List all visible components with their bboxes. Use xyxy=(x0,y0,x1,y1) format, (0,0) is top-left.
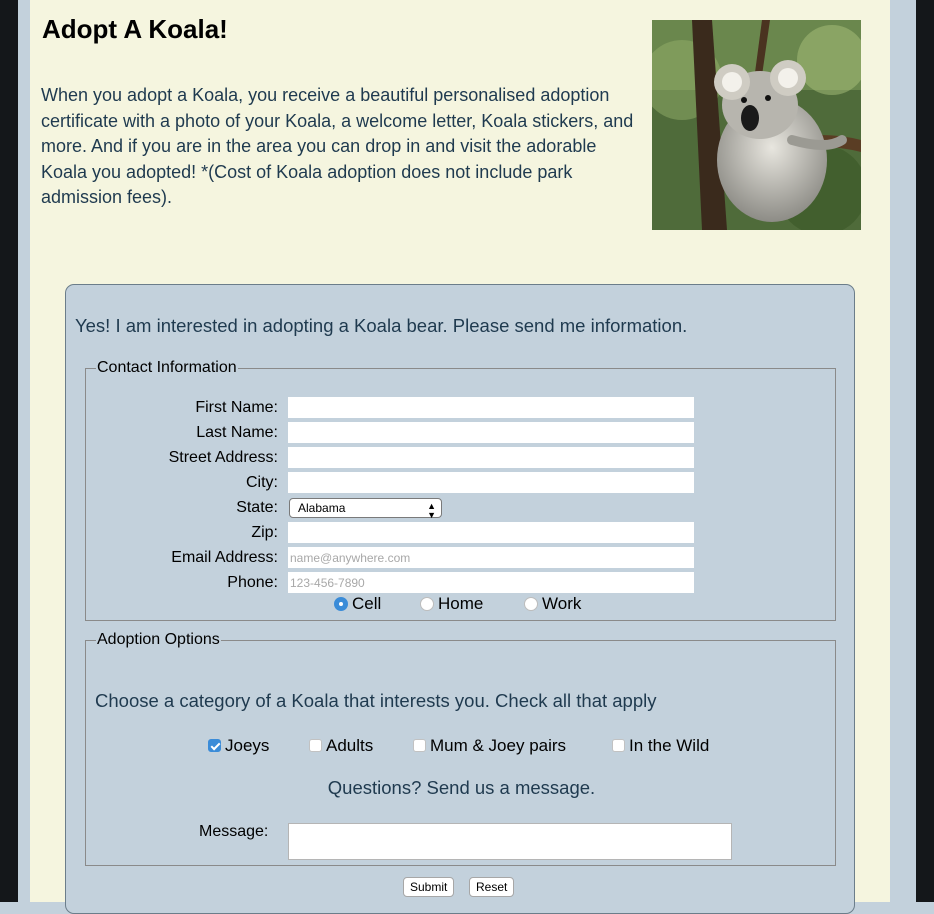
page-title: Adopt A Koala! xyxy=(42,14,228,44)
category-mum-joey-pairs-label: Mum & Joey pairs xyxy=(430,735,567,755)
email-label: Email Address: xyxy=(171,549,278,566)
koala-photo xyxy=(652,20,861,230)
last-name-input[interactable] xyxy=(288,422,694,443)
updown-arrows-icon: ▲ ▼ xyxy=(427,501,436,520)
phone-type-home-radio[interactable] xyxy=(420,597,434,611)
state-row xyxy=(86,497,786,519)
phone-row xyxy=(86,572,786,594)
category-in-the-wild-checkbox[interactable] xyxy=(612,739,625,752)
category-adults-checkbox[interactable] xyxy=(309,739,322,752)
phone-type-cell-label: Cell xyxy=(352,593,382,613)
zip-label: Zip: xyxy=(251,524,278,541)
intro-paragraph: When you adopt a Koala, you receive a beautiful personalised adoption certificate with a photo of your Koala, a welcome letter, Koala stickers, and more. And if you are in the area you can drop in and visit the adorable Koala you adopted! *(Cost of Koala adoption does not include park admission fees). xyxy=(41,85,634,207)
contact-information-fieldset xyxy=(85,359,836,621)
submit-button[interactable]: Submit xyxy=(403,877,454,897)
form-lead-text: Yes! I am interested in adopting a Koala bear. Please send me information. xyxy=(75,315,688,336)
contact-information-legend: Contact Information xyxy=(97,359,237,376)
category-in-the-wild[interactable] xyxy=(612,735,709,756)
street-address-input[interactable] xyxy=(288,447,694,468)
state-label: State: xyxy=(236,499,278,516)
last-name-row xyxy=(86,422,786,444)
phone-type-work[interactable] xyxy=(524,593,581,614)
phone-type-work-label: Work xyxy=(542,593,582,613)
phone-type-cell-radio[interactable] xyxy=(334,597,348,611)
category-adults[interactable] xyxy=(309,735,373,756)
zip-input[interactable] xyxy=(288,522,694,543)
right-window-edge xyxy=(916,0,934,902)
last-name-label: Last Name: xyxy=(196,424,278,441)
questions-text: Questions? Send us a message. xyxy=(327,777,596,798)
category-joeys-label: Joeys xyxy=(225,735,270,755)
phone-input[interactable] xyxy=(288,572,694,593)
first-name-input[interactable] xyxy=(288,397,694,418)
phone-label: Phone: xyxy=(227,574,278,591)
first-name-label: First Name: xyxy=(195,399,278,416)
adoption-form xyxy=(65,284,855,914)
message-textarea[interactable] xyxy=(288,823,732,860)
category-adults-label: Adults xyxy=(326,735,374,755)
email-input[interactable] xyxy=(288,547,694,568)
category-mum-joey-pairs[interactable] xyxy=(413,735,566,756)
left-window-edge xyxy=(0,0,18,902)
email-row xyxy=(86,547,786,569)
street-address-label: Street Address: xyxy=(168,449,278,466)
state-select[interactable] xyxy=(289,498,442,518)
phone-type-home[interactable] xyxy=(420,593,483,614)
message-label: Message: xyxy=(199,823,269,840)
category-joeys[interactable] xyxy=(208,735,269,756)
koala-illustration xyxy=(652,20,861,230)
phone-type-cell[interactable] xyxy=(334,593,381,614)
reset-button[interactable]: Reset xyxy=(469,877,514,897)
zip-row xyxy=(86,522,786,544)
city-label: City: xyxy=(246,474,278,491)
category-checkbox-group xyxy=(208,735,828,757)
page-content xyxy=(30,0,890,902)
adoption-options-fieldset xyxy=(85,631,836,866)
category-in-the-wild-label: In the Wild xyxy=(629,735,710,755)
state-select-value: Alabama xyxy=(298,501,346,515)
phone-type-work-radio[interactable] xyxy=(524,597,538,611)
category-mum-joey-pairs-checkbox[interactable] xyxy=(413,739,426,752)
choose-category-text: Choose a category of a Koala that interests you. Check all that apply xyxy=(95,690,657,711)
adoption-options-legend: Adoption Options xyxy=(97,631,220,648)
city-input[interactable] xyxy=(288,472,694,493)
street-address-row xyxy=(86,447,786,469)
category-joeys-checkbox[interactable] xyxy=(208,739,221,752)
city-row xyxy=(86,472,786,494)
phone-type-home-label: Home xyxy=(438,593,484,613)
first-name-row xyxy=(86,397,786,419)
